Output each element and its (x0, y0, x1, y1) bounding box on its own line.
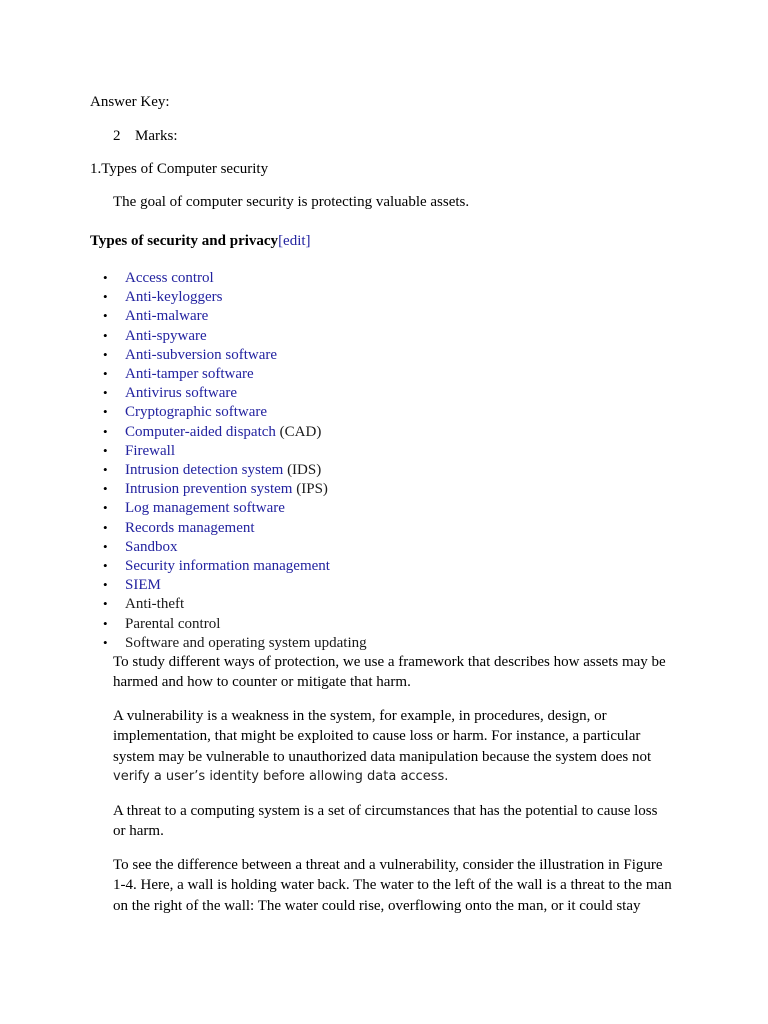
edit-link[interactable]: [edit] (278, 233, 311, 249)
list-item-text (125, 268, 214, 288)
list-item-link[interactable]: Computer-aided dispatch (125, 424, 276, 440)
bullet-icon: • (103, 462, 108, 477)
list-item-link[interactable]: Anti-malware (125, 308, 209, 324)
marks-label: Marks: (135, 128, 178, 144)
list-item-link[interactable]: Anti-keyloggers (125, 289, 223, 305)
list-item-link[interactable]: Access control (125, 270, 214, 286)
list-item-suffix: (IPS) (292, 481, 328, 497)
list-item-plain: Software and operating system updating (125, 635, 367, 651)
bullet-icon: • (103, 500, 108, 515)
answer-key-label: Answer Key: (90, 94, 170, 110)
list-item-link[interactable]: Records management (125, 520, 255, 536)
bullet-icon: • (103, 635, 108, 650)
bullet-icon: • (103, 404, 108, 419)
list-item-text (125, 345, 277, 365)
list-item-text (125, 383, 237, 403)
list-item-text (125, 479, 328, 499)
bullet-icon: • (103, 424, 108, 439)
paragraph-2-line-3: system may be vulnerable to unauthorized data manipulation because the system does not (113, 749, 652, 765)
list-item-link[interactable]: Sandbox (125, 539, 178, 555)
bullet-icon: • (103, 289, 108, 304)
bullet-icon: • (103, 558, 108, 573)
list-item-link[interactable]: Intrusion detection system (125, 462, 284, 478)
list-item-suffix: (IDS) (283, 462, 322, 478)
paragraph-2-line-2: implementation, that might be exploited to cause loss or harm. For instance, a particular (113, 728, 641, 744)
list-item-text (125, 326, 207, 346)
list-item-text (125, 422, 321, 442)
bullet-icon: • (103, 520, 108, 535)
bullet-icon: • (103, 443, 108, 458)
list-item-text (125, 614, 220, 634)
paragraph-4-line-2: 1-4. Here, a wall is holding water back. The water to the left of the wall is a threat to the man (113, 877, 672, 893)
list-item-text (125, 537, 178, 557)
paragraph-3-line-2: or harm. (113, 823, 164, 839)
list-item-link[interactable]: SIEM (125, 577, 161, 593)
list-item-plain: Parental control (125, 616, 221, 632)
bullet-icon: • (103, 539, 108, 554)
bullet-icon: • (103, 577, 108, 592)
section-heading-row (90, 231, 311, 251)
question-intro: The goal of computer security is protecting valuable assets. (113, 194, 470, 210)
paragraph-4-line-1: To see the difference between a threat and a vulnerability, consider the illustration in Figure (113, 857, 663, 873)
question-title: 1.Types of Computer security (90, 161, 269, 177)
list-item-text (125, 441, 175, 461)
paragraph-1-line-2: harmed and how to counter or mitigate that harm. (113, 674, 411, 690)
section-heading: Types of security and privacy (90, 233, 279, 249)
list-item-text (125, 460, 321, 480)
bullet-icon: • (103, 385, 108, 400)
list-item-text (125, 287, 222, 307)
list-item-link[interactable]: Intrusion prevention system (125, 481, 293, 497)
bullet-icon: • (103, 270, 108, 285)
bullet-icon: • (103, 308, 108, 323)
list-item-text (125, 306, 208, 326)
bullet-icon: • (103, 616, 108, 631)
paragraph-1-line-1: To study different ways of protection, we use a framework that describes how assets may be (113, 654, 666, 670)
bullet-icon: • (103, 596, 108, 611)
list-item-link[interactable]: Log management software (125, 500, 285, 516)
list-item-text (125, 556, 330, 576)
list-item-text (125, 594, 184, 614)
list-item-link[interactable]: Security information management (125, 558, 330, 574)
bullet-icon: • (103, 481, 108, 496)
list-item-link[interactable]: Cryptographic software (125, 404, 268, 420)
paragraph-2-line-4: verify a user’s identity before allowing data access. (113, 769, 449, 784)
list-item-plain: Anti-theft (125, 596, 185, 612)
list-item-text (125, 402, 267, 422)
list-item-link[interactable]: Firewall (125, 443, 175, 459)
list-item-link[interactable]: Antivirus software (125, 385, 238, 401)
bullet-icon: • (103, 328, 108, 343)
list-item-text (125, 498, 285, 518)
paragraph-2-line-1: A vulnerability is a weakness in the system, for example, in procedures, design, or (113, 708, 607, 724)
list-item-text (125, 575, 161, 595)
paragraph-4-line-3: on the right of the wall: The water could rise, overflowing onto the man, or it could stay (113, 898, 641, 914)
list-item-text (125, 633, 367, 653)
list-item-suffix: (CAD) (275, 424, 322, 440)
bullet-icon: • (103, 366, 108, 381)
list-item-text (125, 364, 254, 384)
bullet-icon: • (103, 347, 108, 362)
paragraph-3-line-1: A threat to a computing system is a set of circumstances that has the potential to cause loss (113, 803, 658, 819)
list-item-link[interactable]: Anti-subversion software (125, 347, 278, 363)
list-item-link[interactable]: Anti-spyware (125, 328, 207, 344)
marks-number: 2 (113, 128, 121, 144)
list-item-link[interactable]: Anti-tamper software (125, 366, 254, 382)
list-item-text (125, 518, 255, 538)
